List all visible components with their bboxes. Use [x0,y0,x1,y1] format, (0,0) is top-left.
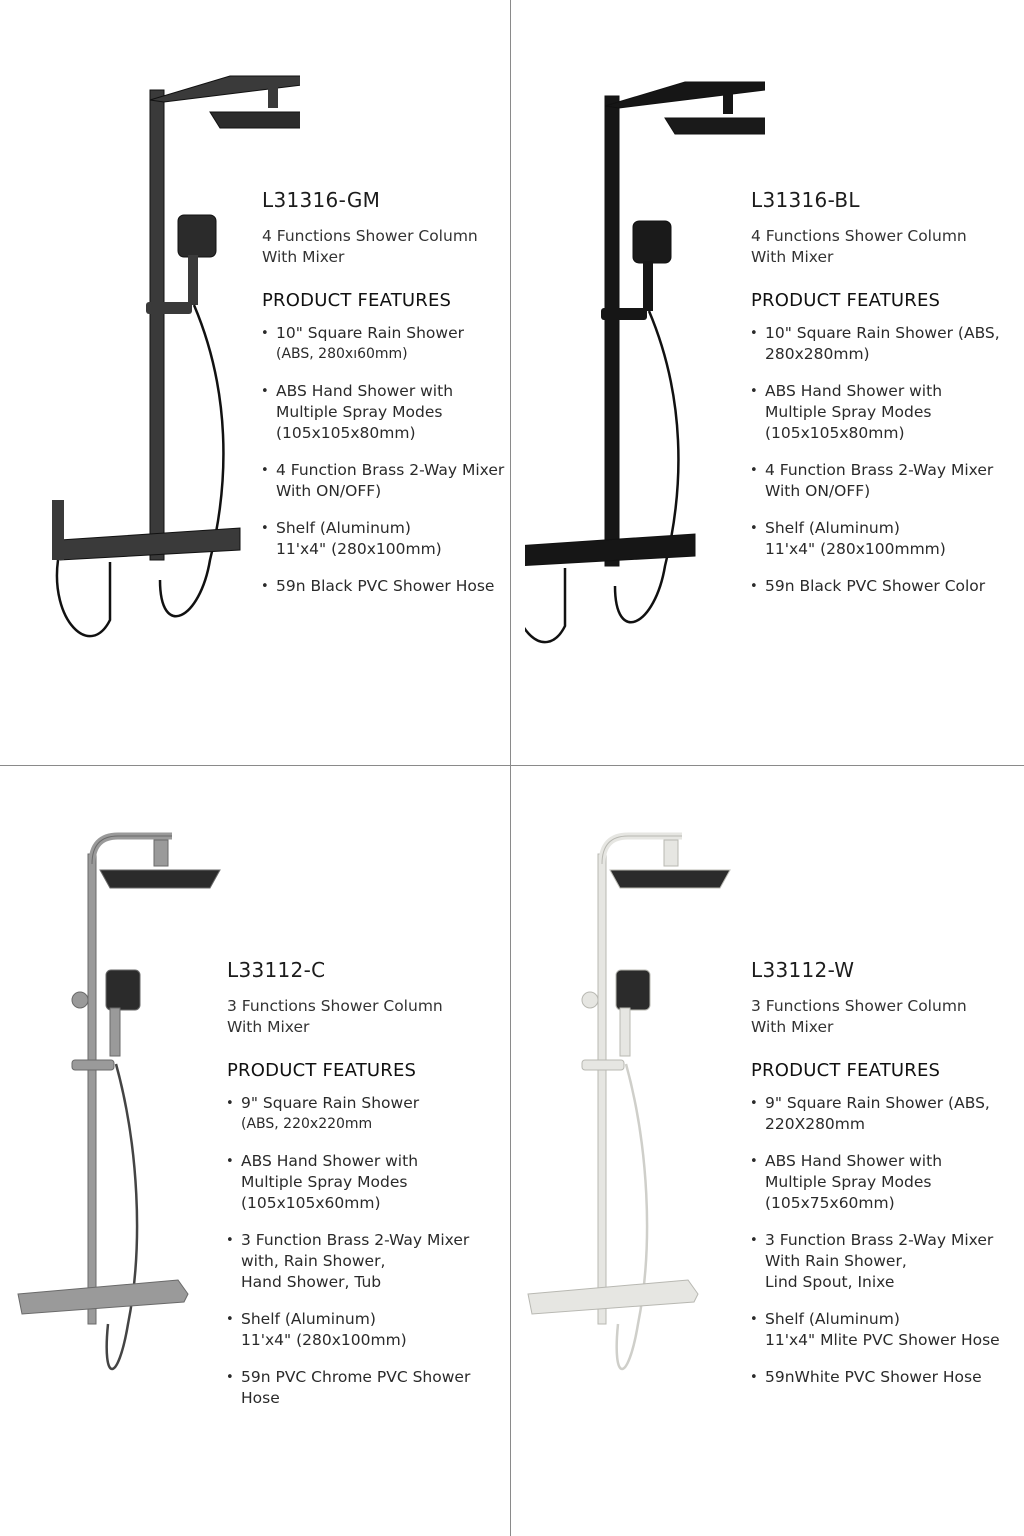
head-connector [268,82,278,108]
feature-item: • 3 Function Brass 2-Way Mixer With Rain Shower, Lind Spout, Inixe [751,1230,1016,1293]
feature-item: • 10" Square Rain Shower (ABS, 280x280mm) [751,323,1013,365]
hand-shower-head [106,970,140,1010]
shower-column-image [525,66,765,666]
hand-shower-handle [643,261,653,311]
feature-item: • ABS Hand Shower with Multiple Spray Modes (105x105x80mm) [262,381,507,444]
feature-item: • 9" Square Rain Shower (ABS, 220X280mm [751,1093,1016,1135]
riser-pipe [598,854,606,1324]
feature-item: • 59n Black PVC Shower Color [751,576,1013,597]
product-subtitle: 4 Functions Shower Column With Mixer [751,227,967,266]
shelf [18,1280,188,1314]
feature-item: • 4 Function Brass 2-Way Mixer With ON/OFF) [262,460,507,502]
shower-arm [605,82,765,108]
riser-pipe [605,96,619,566]
features-heading: PRODUCT FEATURES [262,290,452,311]
rain-shower-head [100,870,220,888]
product-panel-w [511,766,1021,1531]
riser-pipe [88,854,96,1324]
features-list [751,323,1013,597]
features-heading: PRODUCT FEATURES [227,1060,417,1081]
model-number: L33112-W [751,958,855,982]
slide-bar-holder [582,1060,624,1070]
feature-item: • Shelf (Aluminum) 11'x4" (280x100mmm) [751,518,1013,560]
product-panel-gm [0,0,510,765]
product-subtitle: 3 Functions Shower Column With Mixer [751,997,967,1036]
feature-item: • Shelf (Aluminum) 11'x4" Mlite PVC Shower Hose [751,1309,1016,1351]
shower-hose [160,305,223,616]
hand-shower-handle [188,255,198,305]
hand-shower-head [633,221,671,263]
rain-shower-head [665,118,765,134]
shower-hose [617,1064,647,1369]
head-connector [723,88,733,114]
shower-column-image [516,824,736,1394]
spout-hose [57,560,110,636]
shower-hose [615,311,678,622]
rain-shower-head [610,870,730,888]
shower-hose [107,1064,137,1369]
hand-shower-head [178,215,216,257]
features-heading: PRODUCT FEATURES [751,1060,941,1081]
feature-item: • 59n Black PVC Shower Hose [262,576,507,597]
features-heading: PRODUCT FEATURES [751,290,941,311]
features-list [262,323,507,597]
shower-column-image [10,824,230,1394]
features-list [227,1093,502,1409]
hand-shower-handle [110,1008,120,1056]
feature-item: • 59n PVC Chrome PVC Shower Hose [227,1367,502,1409]
slide-bar-holder [601,308,647,320]
feature-item: • 9" Square Rain Shower (ABS, 220x220mm [227,1093,502,1135]
model-number: L31316-BL [751,188,860,212]
product-subtitle: 4 Functions Shower Column With Mixer [262,227,478,266]
rain-shower-head [210,112,300,128]
feature-item: • ABS Hand Shower with Multiple Spray Modes (105x105x80mm) [751,381,1013,444]
feature-item: • 3 Function Brass 2-Way Mixer with, Rain Shower, Hand Shower, Tub [227,1230,502,1293]
head-connector [664,840,678,866]
tub-spout [52,500,64,560]
feature-item: • Shelf (Aluminum) 11'x4" (280x100mm) [262,518,507,560]
spout-hose [525,566,565,642]
model-number: L33112-C [227,958,326,982]
hand-shower-head [616,970,650,1010]
slide-bar-holder [146,302,192,314]
features-list [751,1093,1016,1388]
product-panel-bl [511,0,1021,765]
feature-item: • ABS Hand Shower with Multiple Spray Modes (105x105x60mm) [227,1151,502,1214]
head-connector [154,840,168,866]
feature-item: • 4 Function Brass 2-Way Mixer With ON/OFF) [751,460,1013,502]
riser-pipe [150,90,164,560]
diverter-knob [582,992,598,1008]
feature-item: • 10" Square Rain Shower (ABS, 280xı‌60mm) [262,323,507,365]
hand-shower-handle [620,1008,630,1056]
feature-item: • Shelf (Aluminum) 11'x4" (280x100mm) [227,1309,502,1351]
model-number: L31316-GM [262,188,381,212]
slide-bar-holder [72,1060,114,1070]
feature-item: • ABS Hand Shower with Multiple Spray Modes (105x75x60mm) [751,1151,1016,1214]
feature-item: • 59nWhite PVC Shower Hose [751,1367,1016,1388]
shelf [528,1280,698,1314]
product-panel-c [0,766,510,1531]
product-subtitle: 3 Functions Shower Column With Mixer [227,997,443,1036]
diverter-knob [72,992,88,1008]
shower-column-image [40,60,300,660]
